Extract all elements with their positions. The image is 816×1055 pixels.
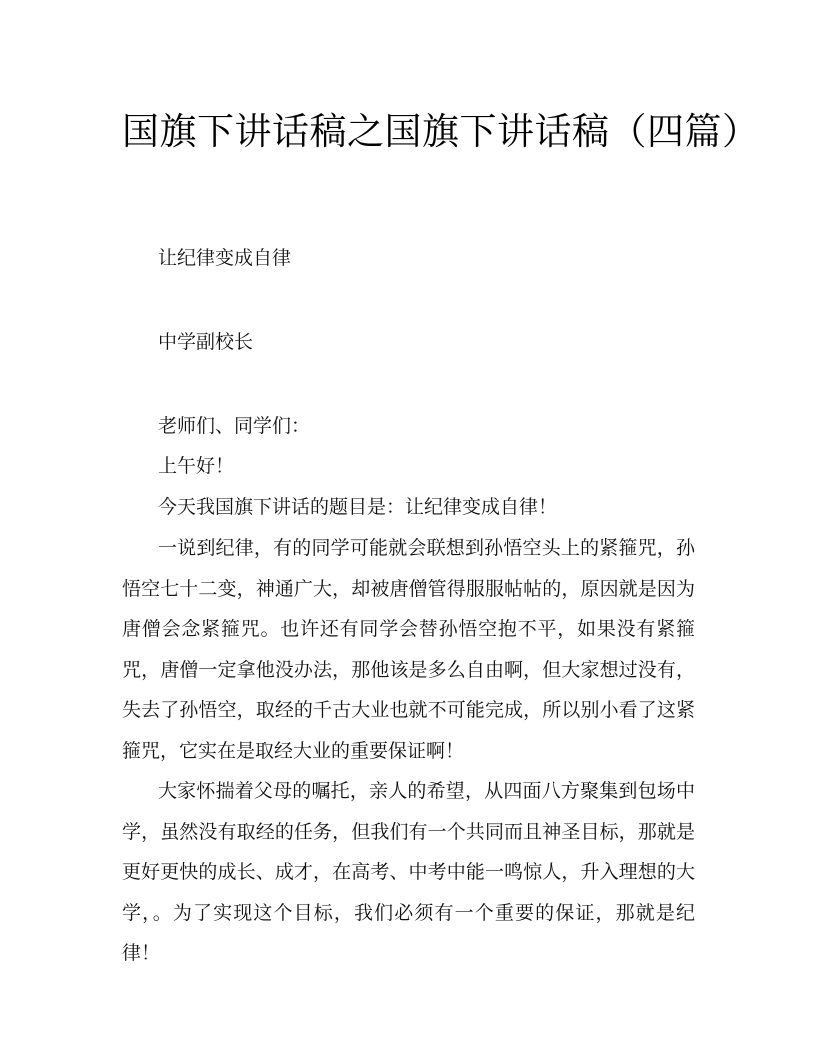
paragraph-1: 一说到纪律，有的同学可能就会联想到孙悟空头上的紧箍咒，孙悟空七十二变，神通广大，却被唐僧管得服服帖帖的，原因就是因为唐僧会念紧箍咒。也许还有同学会替孙悟空抱不平，如果没有紧箍咒，唐僧一定拿他没办法，那他该是多么自由啊，但大家想过没有，失去了孙悟空，取经的千古大业也就不可能完成，所以别小看了这紧箍咒，它实在是取经大业的重要保证啊！: [122, 537, 695, 762]
salutation: 老师们、同学们：: [158, 415, 311, 437]
greeting: 上午好！: [158, 455, 235, 477]
speech-topic: 今天我国旗下讲话的题目是：让纪律变成自律！: [158, 496, 558, 518]
speech-subtitle: 让纪律变成自律: [158, 247, 292, 269]
paragraph-2: 大家怀揣着父母的嘱托，亲人的希望，从四面八方聚集到包场中学，虽然没有取经的任务，但我们有一个共同而且神圣目标，那就是更好更快的成长、成才，在高考、中考中能一鸣惊人，升入理想的大学，。为了实现这个目标，我们必须有一个重要的保证，那就是纪律！: [122, 780, 695, 964]
document-title: 国旗下讲话稿之国旗下讲话稿（四篇）: [122, 110, 760, 153]
speaker-role: 中学副校长: [158, 331, 254, 353]
